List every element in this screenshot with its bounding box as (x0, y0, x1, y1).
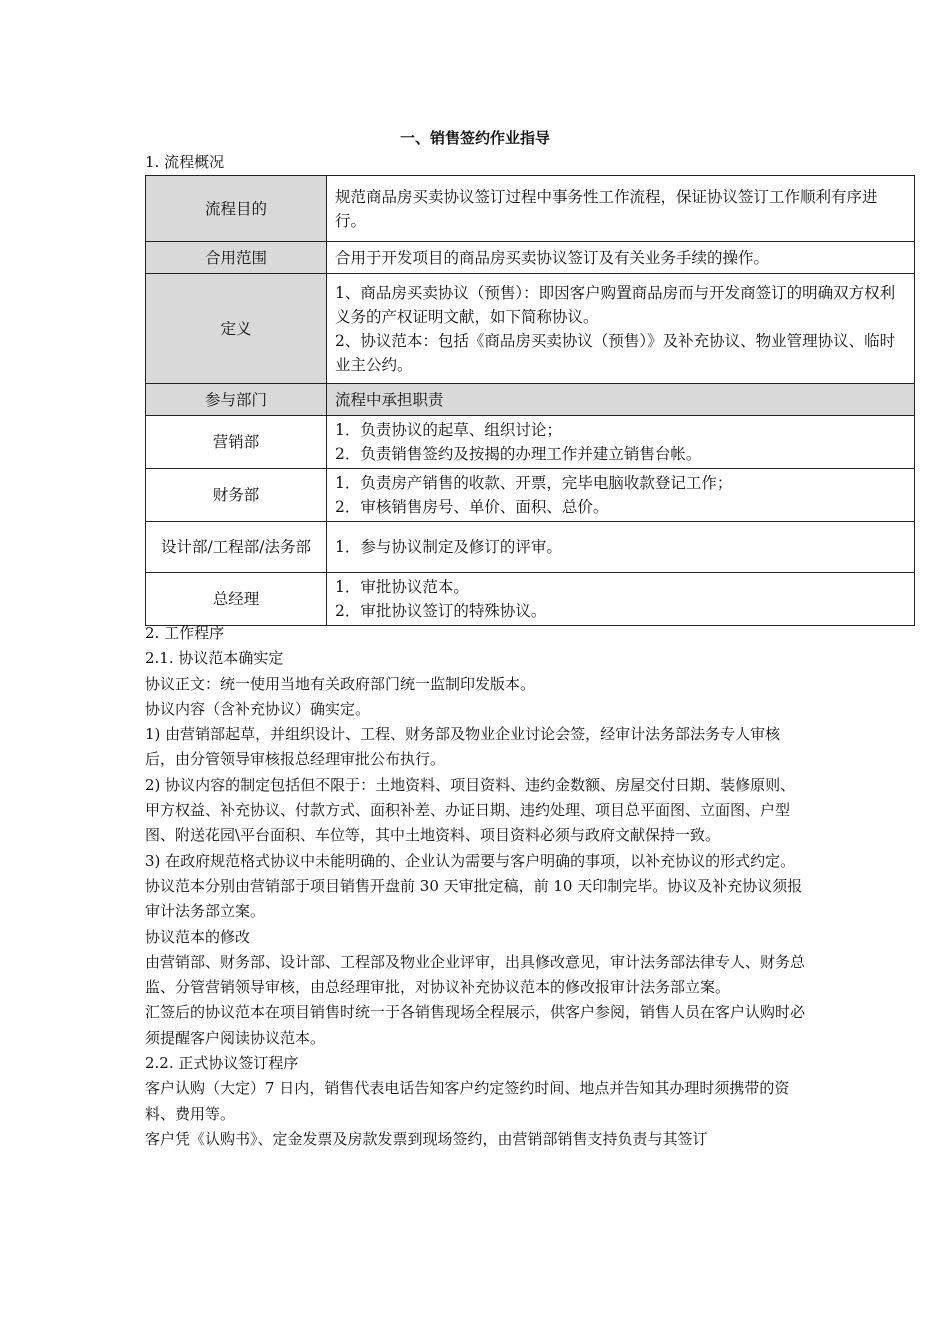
body-text (145, 621, 810, 1152)
definition-text (327, 274, 915, 384)
duty-line: 1．审批协议范本。 (335, 578, 469, 596)
paragraph: 3) 在政府规范格式协议中未能明确的、企业认为需要与客户明确的事项，以补充协议的形式约定。 (145, 851, 796, 870)
dept-name: 设计部/工程部/法务部 (146, 522, 327, 573)
section-heading: 2. 工作程序 (145, 624, 225, 642)
paragraph: 客户凭《认购书》、定金发票及房款发票到现场签约，由营销部销售支持负责与其签订 (145, 1129, 708, 1148)
duty-line: 2．审核销售房号、单价、面积、总价。 (335, 498, 609, 516)
duty-line: 2．审批协议签订的特殊协议。 (335, 602, 547, 620)
duty-line: 1．负责房产销售的收款、开票，完毕电脑收款登记工作； (335, 474, 733, 492)
purpose-text: 规范商品房买卖协议签订过程中事务性工作流程，保证协议签订工作顺利有序进行。 (327, 176, 915, 242)
definition-label: 定义 (146, 274, 327, 384)
process-table (145, 175, 915, 626)
paragraph: 由营销部、财务部、设计部、工程部及物业企业评审，出具修改意见，审计法务部法律专人、财务总监、分管营销领导审核，由总经理审批，对协议补充协议范本的修改报审计法务部立案。 (145, 952, 806, 997)
paragraph: 协议范本的修改 (145, 927, 251, 946)
paragraph: 客户认购（大定）7 日内，销售代表电话告知客户约定签约时间、地点并告知其办理时须携带的资料、费用等。 (145, 1079, 790, 1123)
definition-line: 2、协议范本：包括《商品房买卖协议（预售）》及补充协议、物业管理协议、临时业主公约。 (335, 331, 896, 374)
definition-line: 1、商品房买卖协议（预售）：即因客户购置商品房而与开发商签订的明确双方权利义务的产权证明文献，如下简称协议。 (335, 283, 896, 326)
paragraph: 1) 由营销部起草，并组织设计、工程、财务部及物业企业讨论会签，经审计法务部法务专人审核后，由分管领导审核报总经理审批公布执行。 (145, 725, 781, 769)
duty-line: 1．参与协议制定及修订的评审。 (335, 538, 562, 556)
duty-line: 2．负责销售签约及按揭的办理工作并建立销售台帐。 (335, 445, 702, 463)
subsection-heading: 2.2. 正式协议签订程序 (145, 1054, 299, 1073)
purpose-label: 流程目的 (146, 176, 327, 242)
paragraph: 协议范本分别由营销部于项目销售开盘前 30 天审批定稿，前 10 天印制完毕。协议及补充协议须报审计法务部立案。 (145, 876, 803, 921)
scope-label: 合用范围 (146, 242, 327, 274)
dept-duties (327, 416, 915, 469)
subsection-heading: 2.1. 协议范本确实定 (145, 649, 284, 668)
duty-line: 1．负责协议的起草、组织讨论； (335, 421, 562, 439)
dept-name: 财务部 (146, 469, 327, 522)
section-heading: 1. 流程概况 (145, 153, 225, 171)
paragraph: 汇签后的协议范本在项目销售时统一于各销售现场全程展示，供客户参阅，销售人员在客户认购时必须提醒客户阅读协议范本。 (145, 1003, 806, 1047)
scope-text: 合用于开发项目的商品房买卖协议签订及有关业务手续的操作。 (327, 242, 915, 274)
paragraph: 协议正文：统一使用当地有关政府部门统一监制印发版本。 (145, 674, 536, 693)
dept-name: 总经理 (146, 573, 327, 626)
paragraph: 2) 协议内容的制定包括但不限于：土地资料、项目资料、违约金数额、房屋交付日期、装修原则、甲方权益、补充协议、付款方式、面积补差、办证日期、违约处理、项目总平面图、立面图、户型图、附送花园\平台面积、车位等，其中土地资料、项目资料必须与政府文献保持一致。 (145, 775, 796, 845)
paragraph: 协议内容（含补充协议）确实定。 (145, 699, 371, 718)
dept-duties (327, 522, 915, 573)
dept-duties (327, 573, 915, 626)
duty-header: 流程中承担职责 (327, 384, 915, 416)
dept-duties (327, 469, 915, 522)
doc-title: 一、销售签约作业指导 (399, 129, 550, 147)
dept-name: 营销部 (146, 416, 327, 469)
dept-header: 参与部门 (146, 384, 327, 416)
